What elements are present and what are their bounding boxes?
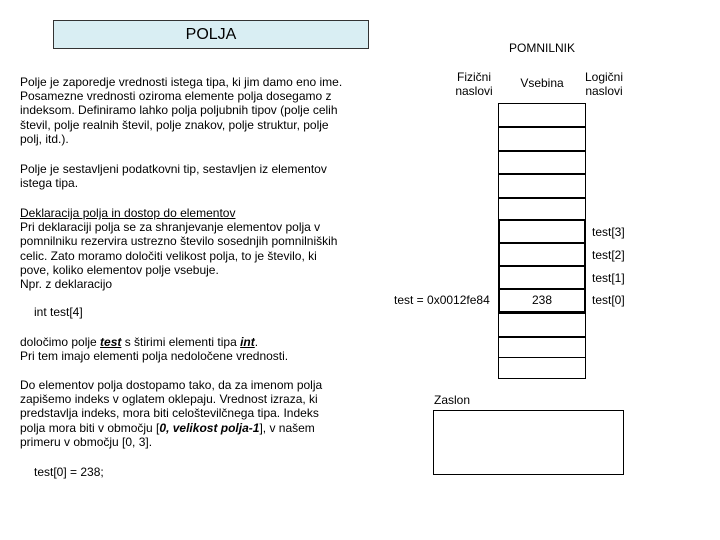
text-line: celic. Zato moramo določiti velikost polja, to je število, ki [20, 248, 317, 263]
text-span: ], v našem [259, 420, 315, 435]
array-name: test [100, 335, 122, 349]
text-span: polja mora biti v območju [ [20, 420, 160, 435]
content-header: Vsebina [520, 76, 564, 90]
page-title [53, 20, 369, 49]
text-span: . [254, 335, 259, 349]
screen-box [433, 410, 624, 475]
text-span: s štirimi elementi tipa [121, 335, 241, 349]
logical-label-test1: test[1] [592, 271, 625, 285]
text-line: Polje je sestavljeni podatkovni tip, sestavljen iz elementov [20, 162, 327, 176]
text-line [20, 335, 380, 349]
memory-cell-test1 [498, 265, 586, 290]
text-line: Posamezne vrednosti oziroma elemente polja dosegamo z [20, 89, 332, 104]
text-line: indeksom. Definiramo lahko polja poljubnih tipov (polje celih [20, 103, 338, 118]
memory-cell [498, 103, 586, 127]
memory-cell-test0 [498, 288, 586, 313]
logical-label-test2: test[2] [592, 248, 625, 262]
memory-cell-test3 [498, 219, 586, 244]
text-line: Pri tem imajo elementi polja nedoločene vrednosti. [20, 349, 289, 364]
text-line: istega tipa. [20, 176, 79, 191]
title-text: POLJA [185, 26, 237, 43]
text-line: pove, koliko elementov polje vsebuje. [20, 262, 219, 277]
access-paragraph [20, 378, 380, 449]
type-name: int [240, 335, 255, 349]
text-line: zapišemo indeks v oglatem oklepaju. Vrednost izraza, ki [20, 392, 318, 407]
text-line [20, 421, 380, 435]
cell-value: 238 [531, 293, 553, 307]
header-line: Logični [584, 70, 624, 84]
define-paragraph [20, 335, 380, 363]
logical-address-header [578, 70, 630, 98]
logical-label-test3: test[3] [592, 225, 625, 239]
header-line: Fizični [456, 70, 491, 84]
code-declaration: int test[4] [34, 305, 83, 319]
text-line: Npr. z deklaracijo [20, 277, 113, 292]
physical-address-header [448, 70, 500, 98]
memory-title: POMNILNIK [509, 41, 576, 55]
text-line: Pri deklaraciji polja se za shranjevanje elementov polja v [20, 220, 321, 235]
text-span: določimo polje [20, 335, 101, 349]
physical-address-label: test = 0x0012fe84 [394, 293, 490, 307]
screen-label: Zaslon [434, 393, 471, 407]
section-heading: Deklaracija polja in dostop do elementov [20, 206, 236, 220]
text-line: pomnilniku rezervira ustrezno število sosednjih pomnilniških [20, 234, 338, 249]
text-line: števil, polje realnih števil, polje znakov, polje struktur, polje [20, 117, 329, 132]
memory-cell [498, 174, 586, 198]
header-line: naslovi [585, 84, 623, 98]
memory-cell [498, 357, 586, 379]
memory-cell [498, 313, 586, 337]
composite-paragraph [20, 162, 380, 190]
code-assignment: test[0] = 238; [34, 465, 104, 479]
text-line: Do elementov polja dostopamo tako, da za imenom polja [20, 378, 323, 392]
memory-cell [498, 127, 586, 151]
header-line: naslovi [455, 84, 493, 98]
intro-paragraph [20, 75, 380, 146]
text-line: Polje je zaporedje vrednosti istega tipa, ki jim damo eno ime. [20, 75, 343, 89]
text-line: primeru v območju [0, 3]. [20, 434, 153, 449]
text-line: predstavlja indeks, mora biti celoštevilčnega tipa. Indeks [20, 406, 319, 421]
memory-cell-test2 [498, 242, 586, 267]
text-line: polj, itd.). [20, 131, 69, 146]
memory-cell [498, 151, 586, 175]
logical-label-test0: test[0] [592, 293, 625, 307]
range-text: 0, velikost polja-1 [159, 420, 260, 435]
declaration-paragraph [20, 206, 380, 291]
